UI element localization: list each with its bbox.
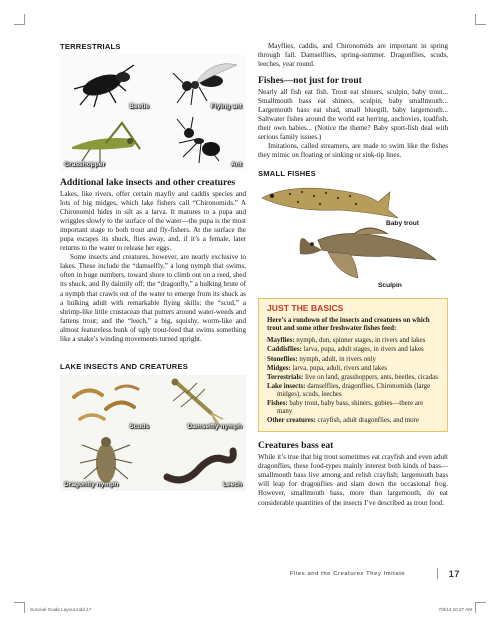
lake-insects-label: LAKE INSECTS AND CREATURES [60,361,188,371]
list-item: Lake insects: damselflies, dragonflies, Chironomids (large midges), scuds, leeches [267,382,431,398]
slug-timestamp: 7/8/14 10:37 AM [438,607,472,612]
grasshopper-caption: Grasshopper [64,161,106,168]
bass-paragraph: While it’s true that big trout sometimes eat crayfish and even adult dragonflies, these food-types mainly interest both kinds of bass—smallmouth bass live among and relish crayfish; largemouth bass will leap for dragonflies and slam down the occasional frog. However, smallmouth bass, more than largemouth, do eat considerable quantities of the insects I’ve described as trout food. [258,453,448,507]
list-item: Stoneflies: nymph, adult, in rivers only [267,355,376,363]
fish-drawings [258,182,448,292]
small-fishes-illustration [258,182,448,292]
fishes-paragraph-1: Nearly all fish eat fish. Trout eat shiners, sculpin, baby trout... Smallmouth bass eat shiners, sculpin, baby smallmouth... Largemouth bass eat shad, small bluegill, baby largemouth... Saltwater fishes around the world eat herring, anchovies, toadfish, their own babies... (Notice the theme? Baby sport-fish deal with serious family issues.) [258,88,448,142]
page-number: 17 [448,569,460,579]
basics-intro: Here’s a rundown of the insects and creatures on which trout and some other freshwater fishes feed: [267,316,430,332]
leech-caption: Leech [222,480,242,488]
flying-ant-photo [153,55,246,113]
just-the-basics-box [258,298,448,433]
fishes-heading: Fishes—not just for trout [258,75,362,87]
fishes-paragraph-2: Imitations, called streamers, are made to swim like the fishes they mimic on floating or sinking or sink-tip lines. [258,142,448,160]
list-item: Caddisflies: larva, pupa, adult stages, in rivers and lakes [267,346,424,354]
slug-filename: Survival Guide Layout.indd 17 [30,607,92,612]
damselfly-nymph-photo [153,375,246,433]
left-column [60,42,246,491]
terrestrials-photo-grid [60,55,246,171]
scuds-caption: Scuds [129,422,149,430]
list-item: Other creatures: crayfish, adult dragonflies, and more [267,417,419,425]
right-column [258,42,448,508]
list-item: Fishes: baby trout, baby bass, shiners, gobies—there are many [267,399,424,416]
damselfly-nymph-caption: Damselfly nymph [187,422,242,430]
lake-paragraph-2: Some insects and creatures, however, are nearly exclusive to lakes. These include the “damselfly,” a long nymph that swims, often in huge numbers, toward shore to climb out on a reed, shed its shuck, and fly daintily off; the “dragonfly,” a hulking brute of a nymph that crawls out of the water to emerge from its shuck as a hulking adult with remarkable flying skills; the “scud,” a shrimp-like little crustacean that putters around water-weeds and fattens trout; and the “leech,” a big, squishy, worm-like and almost featureless hunk of ugly trout-feed that swims something like a snake’s winding movements turned upright. [60,253,246,343]
seasonality-paragraph: Mayflies, caddis, and Chironomids are important in spring through fall. Damselflies, spring-summer. Dragonflies, scuds, leeches, year round. [258,42,448,69]
basics-list [267,337,439,425]
ant-photo [153,113,246,171]
terrestrials-label: TERRESTRIALS [60,42,121,51]
running-head: Flies and the Creatures They Imitate [290,571,406,577]
beetle-photo [60,55,153,113]
small-fishes-label: SMALL FISHES [258,168,316,178]
list-item: Mayflies: nymph, dun, spinner stages, in rivers and lakes [267,337,426,345]
list-item: Midges: larva, pupa, adult, rivers and lakes [267,364,387,372]
grasshopper-photo [60,113,153,171]
flying-ant-caption: Flying ant [210,103,242,110]
list-item: Terrestrials: live on land, grasshoppers, ants, beetles, cicadas [267,373,438,381]
footer-divider [437,568,438,579]
scuds-photo [60,375,153,433]
dragonfly-nymph-photo [60,433,153,491]
lake-creatures-heading: Additional lake insects and other creatures [60,177,236,188]
sculpin-caption: Sculpin [378,281,402,289]
leech-photo [153,433,246,491]
baby-trout-caption: Baby trout [386,219,419,227]
beetle-caption: Beetle [129,103,149,110]
ant-caption: Ant [231,161,242,168]
lake-paragraph-1: Lakes, like rivers, offer certain mayfly and caddis species and lots of big midges, which lake fishers call “Chironomids.” A Chironomid hides in silt as a larva. It matures to a pupa and wriggles slowly to the surface of the water—the pupa is the most important stage to both trout and fly-fishers. At the surface the pupa escapes its shuck, flies away, and, if it’s a female, later returns to the water to release her eggs. [60,190,246,253]
bass-heading: Creatures bass eat [258,440,334,452]
lake-insects-photo-grid [60,375,246,491]
page-footer [290,571,460,577]
dragonfly-nymph-caption: Dragonfly nymph [64,480,119,488]
basics-title: JUST THE BASICS [267,302,344,313]
